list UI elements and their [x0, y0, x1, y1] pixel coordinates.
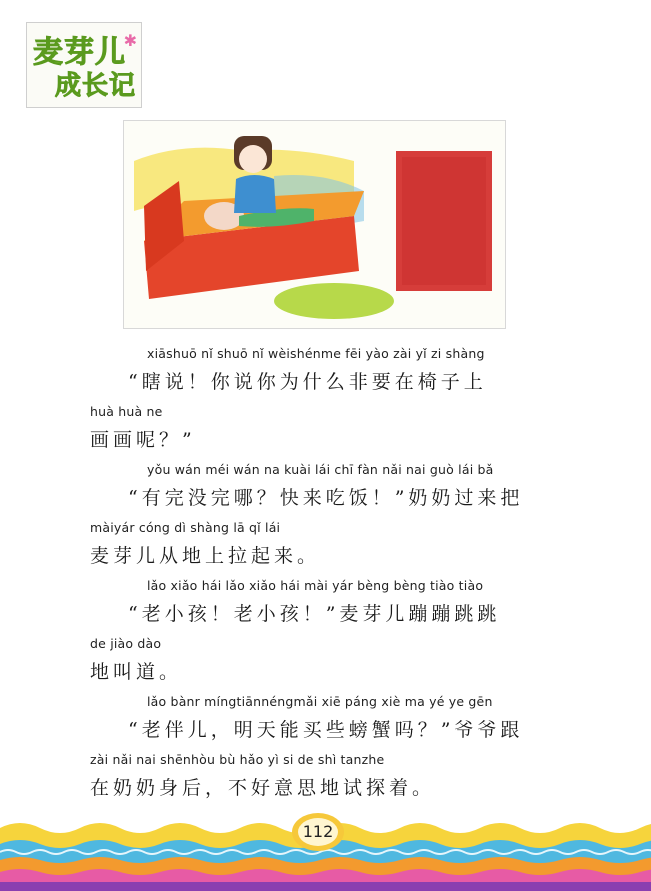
logo-title-line2: 成长记	[55, 71, 137, 101]
text-line: “老伴儿，明天能买些螃蟹吗？”爷爷跟	[128, 719, 524, 741]
text-line: 在奶奶身后，不好意思地试探着。	[90, 777, 436, 799]
book-logo	[26, 22, 142, 108]
pinyin-line: de jiào dào	[90, 636, 162, 651]
text-line: “瞎说！你说你为什么非要在椅子上	[128, 371, 487, 393]
star-icon: ✱	[123, 31, 137, 50]
text-line: 地叫道。	[90, 661, 183, 683]
page-number: 112	[302, 822, 334, 841]
text-line: “老小孩！老小孩！”麦芽儿蹦蹦跳跳	[128, 603, 501, 625]
pinyin-line: xiāshuō nǐ shuō nǐ wèishénme fēi yào zài yǐ zi shàng	[147, 346, 485, 361]
pinyin-line: lǎo bànr míngtiānnéngmǎi xiē páng xiè ma yé ye gēn	[147, 694, 493, 709]
text-line: 麦芽儿从地上拉起来。	[90, 545, 321, 567]
text-line: 画画呢？”	[90, 429, 196, 451]
pinyin-line: yǒu wán méi wán na kuài lái chī fàn nǎi nai guò lái bǎ	[147, 462, 494, 477]
pinyin-line: huà huà ne	[90, 404, 163, 419]
pinyin-line: màiyár cóng dì shàng lā qǐ lái	[90, 520, 281, 535]
story-illustration	[123, 120, 506, 329]
pinyin-line: zài nǎi nai shēnhòu bù hǎo yì si de shì tanzhe	[90, 752, 385, 767]
logo-title-line1: 麦芽儿	[33, 35, 126, 70]
text-line: “有完没完哪？快来吃饭！”奶奶过来把	[128, 487, 524, 509]
pinyin-line: lǎo xiǎo hái lǎo xiǎo hái mài yár bèng bèng tiào tiào	[147, 578, 484, 593]
